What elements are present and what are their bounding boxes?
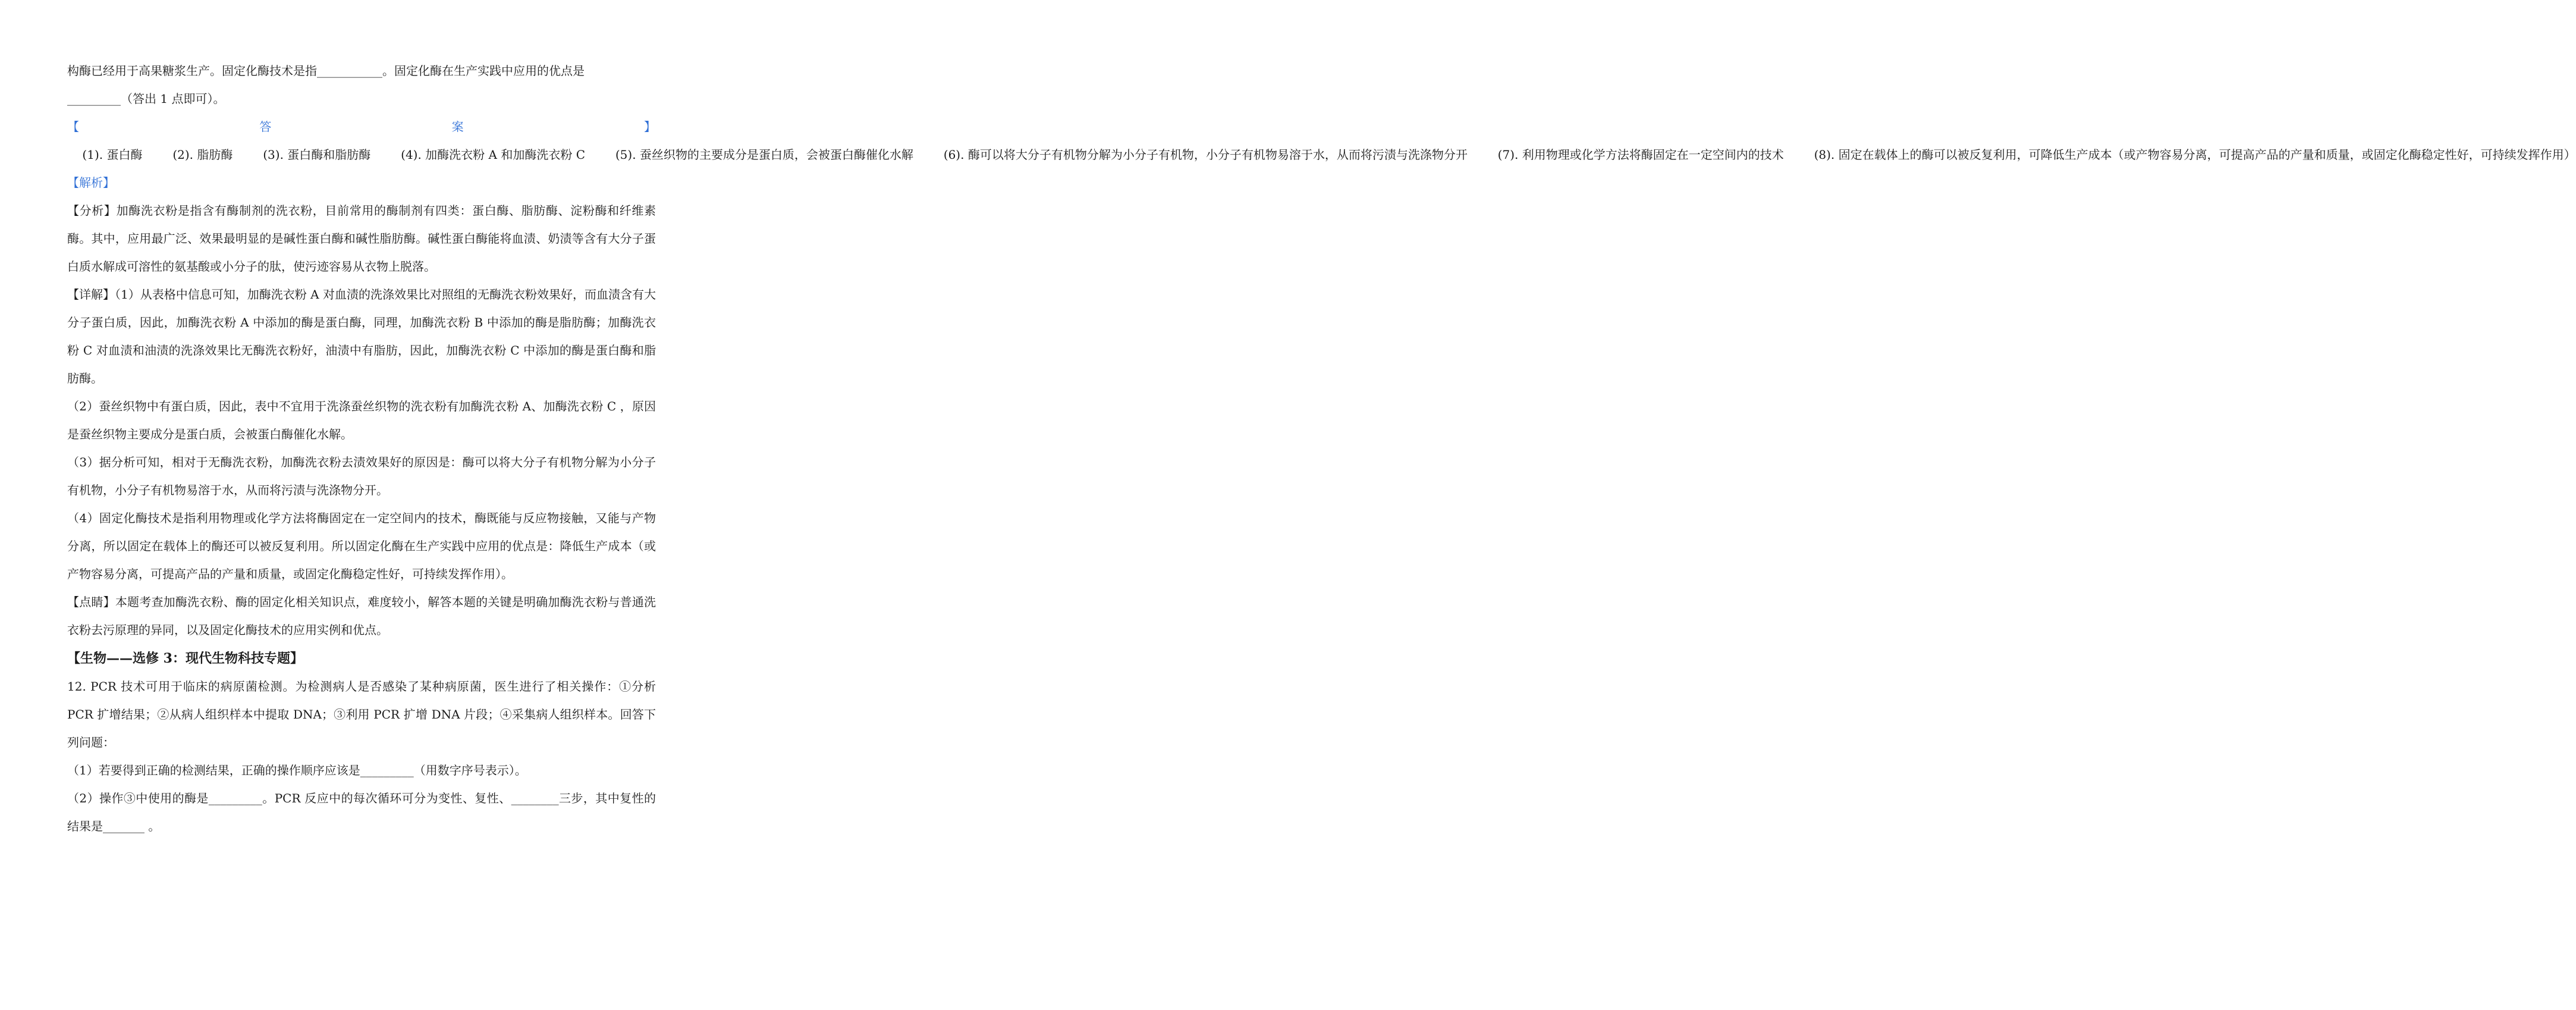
question-12-sub-1: （1）若要得到正确的检测结果，正确的操作顺序应该是_________（用数字序号表示）。 <box>67 763 527 777</box>
xiangjie-paragraph-4: （4）固定化酶技术是指利用物理或化学方法将酶固定在一定空间内的技术，酶既能与反应物接触，又能与产物分离，所以固定在载体上的酶还可以被反复利用。所以固定化酶在生产实践中应用的优点是：降低生产成本（或产物容易分离，可提高产品的产量和质量，或固定化酶稳定性好，可持续发挥作用）。 <box>67 511 656 581</box>
dianjing-text: 本题考查加酶洗衣粉、酶的固定化相关知识点，难度较小，解答本题的关键是明确加酶洗衣粉与普通洗衣粉去污原理的异同，以及固定化酶技术的应用实例和优点。 <box>67 595 656 637</box>
fenxi-paragraph <box>67 197 656 281</box>
fenxi-text: 加酶洗衣粉是指含有酶制剂的洗衣粉，目前常用的酶制剂有四类：蛋白酶、脂肪酶、淀粉酶和纤维素酶。其中，应用最广泛、效果最明显的是碱性蛋白酶和碱性脂肪酶。碱性蛋白酶能将血渍、奶渍等含有大分子蛋白质水解成可溶性的氨基酸或小分子的肽，使污迹容易从衣物上脱落。 <box>67 203 656 274</box>
fenxi-tag: 【分析】 <box>67 203 117 218</box>
dianjing-paragraph <box>67 588 656 644</box>
question-12-sub-2: （2）操作③中使用的酶是_________。PCR 反应中的每次循环可分为变性、复性、________三步，其中复性的结果是_______ 。 <box>67 791 656 833</box>
prev-question-line-2: _________（答出 1 点即可）。 <box>67 92 225 106</box>
answer-block <box>67 113 2576 169</box>
prev-question-line-1: 构酶已经用于高果糖浆生产。固定化酶技术是指___________。固定化酶在生产实践中应用的优点是 <box>67 64 585 78</box>
analysis-tag-line <box>67 169 656 197</box>
xiangjie-tag: 【详解】 <box>67 287 115 302</box>
answer-text: (1). 蛋白酶 (2). 脂肪酶 (3). 蛋白酶和脂肪酶 (4). 加酶洗衣粉 A 和加酶洗衣粉 C (5). 蚕丝织物的主要成分是蛋白质，会被蛋白酶催化水解 (6). 酶可以将大分子有机物分解为小分子有机物，小分子有机物易溶于水，从而将污渍与洗涤物分开 (7). 利用物理或化学方法将酶固定在一定空间内的技术 (8). 固定在载体上的酶可以被反复利用，可降低生产成本（或产物容易分离，可提高产品的产量和质量，或固定化酶稳定性好，可持续发挥作用） <box>67 148 2576 162</box>
question-12-stem: 12. PCR 技术可用于临床的病原菌检测。为检测病人是否感染了某种病原菌，医生进行了相关操作：①分析 PCR 扩增结果；②从病人组织样本中提取 DNA；③利用 PCR 扩增 DNA 片段；④采集病人组织样本。回答下列问题： <box>67 679 656 749</box>
dianjing-tag: 【点睛】 <box>67 595 115 609</box>
xiangjie-paragraph-1 <box>67 281 656 393</box>
xiangjie-paragraph-3: （3）据分析可知，相对于无酶洗衣粉，加酶洗衣粉去渍效果好的原因是：酶可以将大分子有机物分解为小分子有机物，小分子有机物易溶于水，从而将污渍与洗涤物分开。 <box>67 455 656 497</box>
section-heading: 【生物——选修 3：现代生物科技专题】 <box>67 651 303 666</box>
answer-tag: 【答案】 <box>67 120 656 134</box>
analysis-tag: 【解析】 <box>67 175 115 190</box>
document-page <box>67 57 2576 840</box>
xiangjie-paragraph-2: （2）蚕丝织物中有蛋白质，因此，表中不宜用于洗涤蚕丝织物的洗衣粉有加酶洗衣粉 A、加酶洗衣粉 C ，原因是蚕丝织物主要成分是蛋白质，会被蛋白酶催化水解。 <box>67 399 656 441</box>
xiangjie-text-1: （1）从表格中信息可知，加酶洗衣粉 A 对血渍的洗涤效果比对照组的无酶洗衣粉效果好，而血渍含有大分子蛋白质，因此，加酶洗衣粉 A 中添加的酶是蛋白酶，同理，加酶洗衣粉 B 中添加的酶是脂肪酶；加酶洗衣粉 C 对血渍和油渍的洗涤效果比无酶洗衣粉好，油渍中有脂肪，因此，加酶洗衣粉 C 中添加的酶是蛋白酶和脂肪酶。 <box>67 287 656 385</box>
